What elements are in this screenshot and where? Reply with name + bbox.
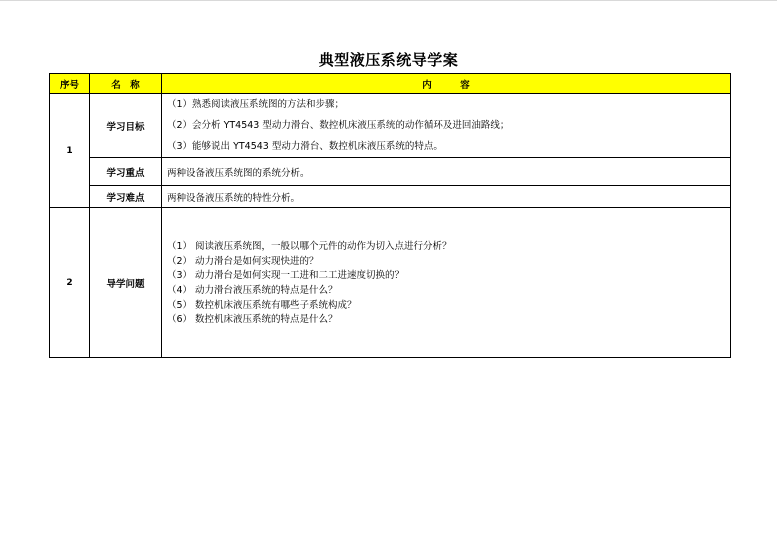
row-content-key-points xyxy=(162,158,731,186)
row-content-guide-questions xyxy=(162,208,731,358)
table-row xyxy=(50,158,731,186)
page-top-border xyxy=(0,0,777,1)
header-content: 内 容 xyxy=(162,74,731,94)
list-item: （4） 动力滑台液压系统的特点是什么？ xyxy=(167,285,338,296)
list-item: （1） 阅读液压系统图，一般以哪个元件的动作为切入点进行分析？ xyxy=(167,241,452,253)
section-index: 2 xyxy=(50,208,90,358)
difficulty-text: 两种设备液压系统的特性分析。 xyxy=(167,192,301,204)
table-row xyxy=(50,94,731,158)
objective-line: （3）能够说出 YT4543 型动力滑台、数控机床液压系统的特点。 xyxy=(167,141,443,152)
row-content-objectives xyxy=(162,94,731,158)
list-item: （6） 数控机床液压系统的特点是什么？ xyxy=(167,314,338,326)
row-name-difficulties: 学习难点 xyxy=(90,186,162,208)
table-header-row xyxy=(50,74,731,94)
table-row xyxy=(50,186,731,208)
key-point-text: 两种设备液压系统图的系统分析。 xyxy=(167,167,310,179)
row-name-objectives: 学习目标 xyxy=(90,94,162,158)
row-name-key-points: 学习重点 xyxy=(90,158,162,186)
objective-line: （1）熟悉阅读液压系统图的方法和步骤； xyxy=(167,99,345,110)
document-title: 典型液压系统导学案 xyxy=(318,51,459,69)
table-row xyxy=(50,208,731,358)
list-item: （2） 动力滑台是如何实现快进的？ xyxy=(167,255,319,267)
row-name-guide-questions: 导学问题 xyxy=(90,208,162,358)
list-item: （5） 数控机床液压系统有哪些子系统构成？ xyxy=(167,299,357,311)
header-index: 序号 xyxy=(50,74,90,94)
header-name: 名 称 xyxy=(90,74,162,94)
section-index: 1 xyxy=(50,94,90,208)
study-guide-table xyxy=(49,73,731,358)
objective-line: （2）会分析 YT4543 型动力滑台、数控机床液压系统的动作循环及进回油路线； xyxy=(167,120,510,131)
row-content-difficulties xyxy=(162,186,731,208)
list-item: （3） 动力滑台是如何实现一工进和二工进速度切换的？ xyxy=(167,270,405,282)
